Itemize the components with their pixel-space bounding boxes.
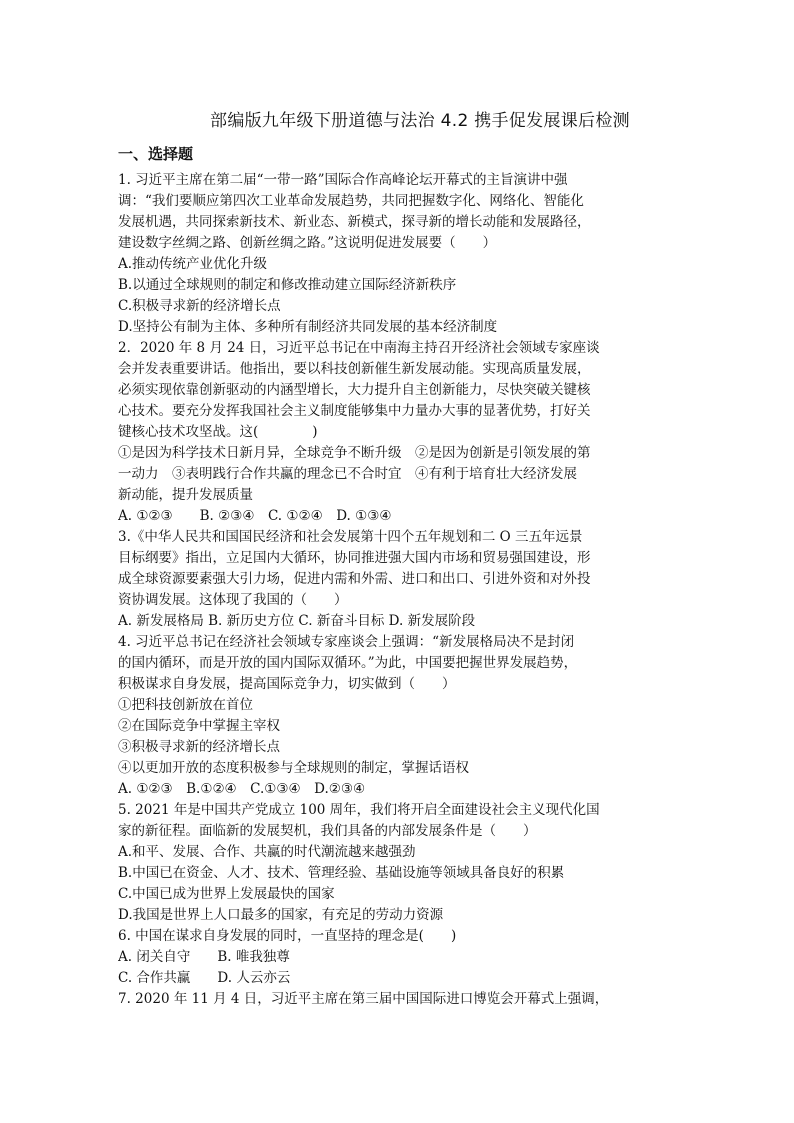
text-line: 新动能，提升发展质量	[118, 487, 253, 503]
text-line: 7. 2020 年 11 月 4 日，习近平主席在第三届中国国际进口博览会开幕式上强调，	[118, 991, 609, 1007]
document-title: 部编版九年级下册道德与法治 4.2 携手促发展课后检测	[210, 111, 630, 131]
document-page	[118, 100, 678, 1010]
text-line: 调：“我们要顺应第四次工业革命发展趋势，共同把握数字化、网络化、智能化	[118, 193, 584, 209]
text-line: ①是因为科学技术日新月异，全球竞争不断升级 ②是因为创新是引领发展的第	[118, 445, 591, 461]
text-line: 键核心技术攻坚战。这( )	[118, 424, 318, 440]
section-title: 一、选择题	[118, 145, 194, 163]
text-line: 资协调发展。这体现了我国的（ ）	[118, 592, 348, 608]
text-line: 2．2020 年 8 月 24 日，习近平总书记在中南海主持召开经济社会领域专家座谈	[118, 340, 600, 356]
text-line: 1. 习近平主席在第二届“一带一路”国际合作高峰论坛开幕式的主旨演讲中强	[118, 172, 568, 188]
text-line: A.和平、发展、合作、共赢的时代潮流越来越强劲	[118, 844, 416, 860]
text-line: A. 闭关自守 B. 唯我独尊	[118, 949, 290, 965]
text-line: 建设数字丝绸之路、创新丝绸之路。”这说明促进发展要（ ）	[118, 235, 497, 251]
text-line: D.我国是世界上人口最多的国家，有充足的劳动力资源	[118, 907, 444, 923]
text-line: 6. 中国在谋求自身发展的同时，一直坚持的理念是( )	[118, 928, 457, 944]
text-line: A. 新发展格局 B. 新历史方位 C. 新奋斗目标 D. 新发展阶段	[118, 613, 476, 629]
text-line: A.推动传统产业优化升级	[118, 256, 268, 272]
text-line: 5. 2021 年是中国共产党成立 100 周年，我们将开启全面建设社会主义现代化国	[118, 802, 600, 818]
text-line: A. ①②③ B. ②③④ C. ①②④ D. ①③④	[118, 508, 392, 524]
text-line: C.积极寻求新的经济增长点	[118, 298, 281, 314]
text-line: D.坚持公有制为主体、多种所有制经济共同发展的基本经济制度	[118, 319, 498, 335]
text-line: C. 合作共赢 D. 人云亦云	[118, 970, 291, 986]
text-line: ③积极寻求新的经济增长点	[118, 739, 280, 755]
text-line: 家的新征程。面临新的发展契机，我们具备的内部发展条件是（ ）	[118, 823, 537, 839]
text-line: 的国内循环，而是开放的国内国际双循环。”为此，中国要把握世界发展趋势，	[118, 655, 578, 671]
text-line: ②在国际竞争中掌握主宰权	[118, 718, 280, 734]
text-line: 成全球资源要素强大引力场，促进内需和外需、进口和出口、引进外资和对外投	[118, 571, 591, 587]
text-line: 心技术。要充分发挥我国社会主义制度能够集中力量办大事的显著优势，打好关	[118, 403, 591, 419]
text-line: 发展机遇，共同探索新技术、新业态、新模式，探寻新的增长动能和发展路径，	[118, 214, 591, 230]
text-line: B.以通过全球规则的制定和修改推动建立国际经济新秩序	[118, 277, 457, 293]
text-line: A. ①②③ B.①②④ C.①③④ D.②③④	[118, 781, 366, 797]
text-line: 4. 习近平总书记在经济社会领域专家座谈会上强调：“新发展格局决不是封闭	[118, 634, 575, 650]
text-line: ④以更加开放的态度积极参与全球规则的制定，掌握话语权	[118, 760, 469, 776]
question-text	[118, 170, 678, 1010]
text-line: 一动力 ③表明践行合作共赢的理念已不合时宜 ④有利于培育壮大经济发展	[118, 466, 577, 482]
text-line: C.中国已成为世界上发展最快的国家	[118, 886, 335, 902]
text-line: 3.《中华人民共和国国民经济和社会发展第十四个五年规划和二 O 三五年远景	[118, 529, 583, 545]
text-line: B.中国已在资金、人才、技术、管理经验、基础设施等领域具备良好的积累	[118, 865, 565, 881]
text-line: 积极谋求自身发展，提高国际竞争力，切实做到（ ）	[118, 676, 456, 692]
text-line: 会并发表重要讲话。他指出，要以科技创新催生新发展动能。实现高质量发展，	[118, 361, 591, 377]
text-line: 必须实现依靠创新驱动的内涵型增长，大力提升自主创新能力，尽快突破关键核	[118, 382, 591, 398]
text-line: 目标纲要》指出，立足国内大循环，协同推进强大国内市场和贸易强国建设，形	[118, 550, 591, 566]
text-line: ①把科技创新放在首位	[118, 697, 253, 713]
